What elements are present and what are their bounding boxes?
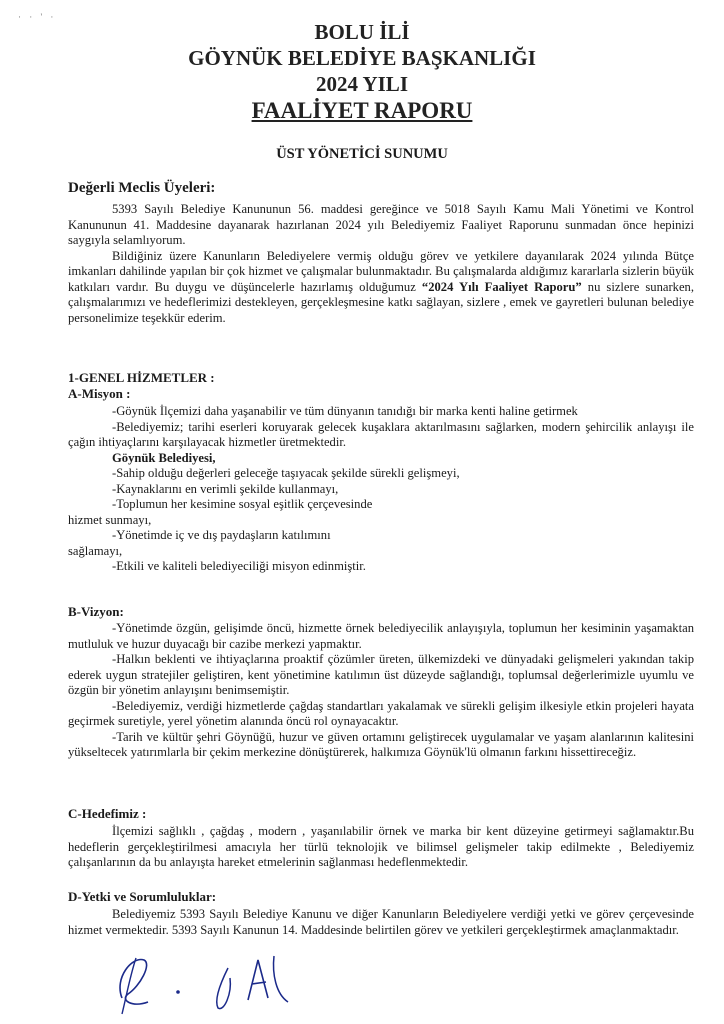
intro-section (68, 202, 694, 326)
mission-line-5b: hizmet sunmayı, (68, 512, 152, 527)
mission-title: A-Misyon : (68, 386, 131, 401)
header-municipality: GÖYNÜK BELEDİYE BAŞKANLIĞI (188, 46, 536, 70)
mission-line-6a: -Yönetimde iç ve dış paydaşların katılımını (112, 528, 331, 542)
mission-line-5a: -Toplumun her kesimine sosyal eşitlik çerçevesinde (112, 497, 373, 511)
vision-paragraph-2: -Halkın beklenti ve ihtiyaçlarına proaktif çözümler üreten, ülkemizdeki ve dünyadaki gelişmeleri yakından takip ederek uygun stratejiler geliştiren, kent yönetimine katılımın üst düzeyde sağlandığı, toplumsal değerlerimizle uyumlu ve özgün bir yönetim anlayışını benimsemiştir. (68, 652, 694, 697)
greeting: Değerli Meclis Üyeleri: (68, 180, 216, 196)
mission-subtitle: Göynük Belediyesi, (112, 450, 216, 465)
mission-line-7: -Etkili ve kaliteli belediyeciliği misyon edinmiştir. (112, 559, 366, 573)
section-general-services-title: 1-GENEL HİZMETLER : (68, 370, 215, 385)
goal-title: C-Hedefimiz : (68, 806, 147, 821)
mission-line-1: -Göynük İlçemizi daha yaşanabilir ve tüm dünyanın tanıdığı bir marka kenti haline getirmek (112, 404, 578, 418)
mission-line-2: -Belediyemiz; tarihi eserleri koruyarak gelecek kuşaklara aktarılmasını sağlarken, modern şehircilik anlayışı ile çağın ihtiyaçlarını karşılayacak hizmetler üretmektedir. (68, 419, 694, 449)
intro-p2-text: Bildiğiniz üzere Kanunların Belediyelere vermiş olduğu görev ve yetkilere dayanılarak 2024 yılında Bütçe imkanları dahilinde yapılan bir çok hizmet ve çalışmalar bulunmaktadır. Bu çalışmalarda aldığımız kararlarla sizlerin büyük katkıları vardır. Bu duygu ve düşüncelerle hazırlamış olduğumuz (68, 248, 694, 294)
subtitle: ÜST YÖNETİCİ SUNUMU (276, 146, 448, 162)
header-province: BOLU İLİ (314, 20, 410, 44)
intro-paragraph-1: 5393 Sayılı Belediye Kanununun 56. maddesi gereğince ve 5018 Sayılı Kamu Mali Yönetimi ve Kontrol Kanununun 41. Maddesine dayanarak hazırlanan 2024 yılı Belediyemiz Faaliyet Raporunu sunmadan önce hepinizi saygıyla selamlıyorum. (68, 202, 694, 247)
authority-section (68, 907, 694, 938)
goal-paragraph: İlçemizi sağlıklı , çağdaş , modern , yaşanılabilir örnek ve marka bir kent düzeyine getirmeyi sağlamaktır.Bu hedeflerin gerçekleştirilmesi amacıyla her türlü teknolojik ve bilimsel gelişmeler takip edilmekte , Belediyemiz çalışanlarının da bu anlayışta hareket etmelerinin sağlanması hedeflenmektedir. (68, 824, 694, 869)
intro-paragraph-2 (68, 249, 694, 327)
handwritten-signature (92, 938, 312, 1018)
mission-line-4: -Kaynaklarını en verimli şekilde kullanmayı, (112, 481, 339, 496)
vision-title: B-Vizyon: (68, 604, 124, 619)
intro-p2-report-name: “2024 Yılı Faaliyet Raporu” (421, 279, 582, 294)
vision-paragraph-3: -Belediyemiz, verdiği hizmetlerde çağdaş standartları yakalamak ve sürekli gelişim ilkesiyle etkin projeleri hayata geçirmek suretiyle, yerel yönetim alanında öncü rol oynayacaktır. (68, 698, 694, 728)
mission-line-6b: sağlamayı, (68, 543, 123, 558)
vision-paragraph-4: -Tarih ve kültür şehri Göynüğü, huzur ve güven ortamını geliştirecek uygulamalar ve yaşam alanlarının kalitesini yükseltecek yatırımlarla bir çekim merkezine dönüştürerek, halkımıza Göynük'lü olmanın farkını hissettireceğiz. (68, 729, 694, 759)
intro-p2-end: nu sizlere sunarken, çalışmalarımızı ve hedeflerimizi destekleyen, gerçekleşmesine katkı sağlayan, sizlere , emek ve gayretleri bulunan belediye personelimize teşekkür ederim. (68, 279, 694, 325)
header-report-title: FAALİYET RAPORU (251, 98, 473, 123)
mission-line-3: -Sahip olduğu değerleri geleceğe taşıyacak şekilde sürekli gelişmeyi, (112, 466, 460, 480)
scan-mark: · · ' · (18, 12, 57, 22)
mission-section (68, 404, 694, 575)
goal-section (68, 824, 694, 871)
header-year: 2024 YILI (316, 72, 408, 96)
authority-title: D-Yetki ve Sorumluluklar: (68, 889, 217, 904)
vision-paragraph-1: -Yönetimde özgün, gelişimde öncü, hizmette örnek belediyecilik anlayışıyla, toplumun her kesiminin yaşamaktan mutluluk ve huzur duyacağı bir cazibe merkezi yapmaktır. (68, 621, 694, 651)
vision-section (68, 621, 694, 761)
authority-paragraph: Belediyemiz 5393 Sayılı Belediye Kanunu ve diğer Kanunların Belediyelere verdiği yetki ve görev çerçevesinde hizmet vermektedir. 5393 Sayılı Kanunun 14. Maddesinde belirtilen görev ve yetkileri gerçekleştirmek amaçlanmaktadır. (68, 907, 694, 937)
